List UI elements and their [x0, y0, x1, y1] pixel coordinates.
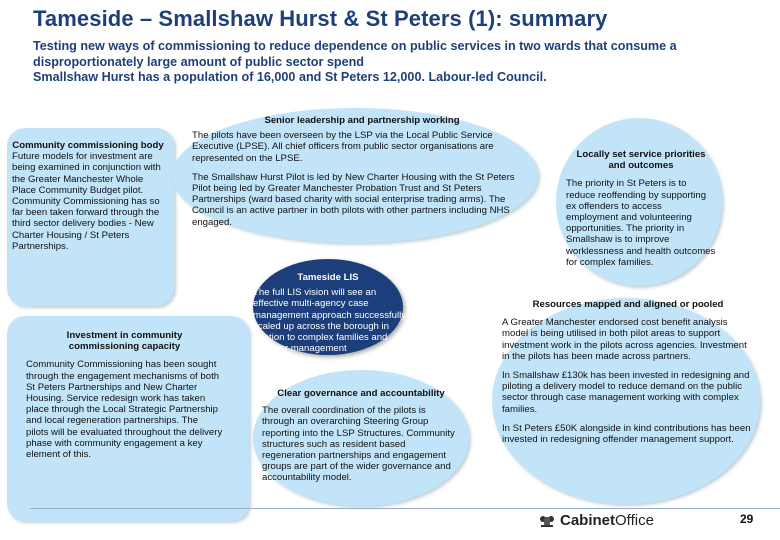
right-bottom-para-2: In Smallshaw £130k has been invested in redesigning and piloting a delivery model to reduce demand on the public sector through case management working with complex families. — [502, 370, 750, 415]
hub-text — [253, 272, 413, 354]
crest-icon — [538, 513, 556, 529]
hub-body: The full LIS vision will see an effective multi-agency case management approach successfully scaled up across the borough in relation to complex families and offender management — [253, 287, 407, 355]
right-bottom-para-1: A Greater Manchester endorsed cost benefit analysis model is being utilised in both pilot areas to support investment work in the pilots across agencies. Investment in the pilots has been made across partners. — [502, 317, 747, 362]
top-center-text — [192, 115, 532, 236]
top-center-para-2: The Smallshaw Hurst Pilot is led by New Charter Housing with the St Peters Pilot being led by Greater Manchester Probation Trust and St Peters Partnerships (ward based charity with social enterprise trading arms). The Council is an active partner in both pilots with other partners including NHS engaged. — [192, 171, 515, 228]
top-center-heading: Senior leadership and partnership working — [264, 115, 460, 126]
left-bottom-heading: Investment in community commissioning capacity — [66, 330, 183, 353]
left-bottom-text — [26, 330, 223, 460]
subtitle-line-2: disproportionately large amount of public sector spend — [33, 54, 364, 69]
right-top-heading: Locally set service priorities and outcomes — [576, 149, 706, 172]
top-center-para-1: The pilots have been overseen by the LSP via the Local Public Service Executive (LPSE). All chief officers from public sector organisations are represented on the LPSE. — [192, 130, 494, 164]
bottom-center-heading: Clear governance and accountability — [277, 388, 445, 399]
left-bottom-body: Community Commissioning has been sought through the engagement mechanisms of both St Peters Partnerships and New Charter Housing. Service redesign work has taken place through the Local Strategic Partnership and local regeneration partnerships. The pilots will be evaluated throughout the delivery phase with community engagement a key element of this. — [26, 359, 223, 461]
page-subtitle — [33, 39, 773, 86]
page-number: 29 — [740, 512, 754, 526]
hub-heading: Tameside LIS — [297, 272, 359, 283]
right-bottom-text — [502, 299, 754, 453]
left-top-heading: Community commissioning body — [12, 140, 164, 151]
right-bottom-para-3: In St Peters £50K alongside in kind contributions has been invested in redesigning offender management support. — [502, 422, 751, 446]
cabinet-office-logo — [538, 512, 654, 529]
left-top-text — [12, 140, 164, 252]
left-top-body: Future models for investment are being examined in conjunction with the Greater Manchester Whole Place Community Budget pilot. Community Commissioning has so far been taken forward through the third sector delivery bodies - New Charter Housing / St Peters Partnerships. — [12, 151, 161, 252]
right-top-text — [566, 149, 716, 268]
right-top-body: The priority in St Peters is to reduce reoffending by supporting ex offenders to access employment and volunteering opportunities. The priority in Smallshaw is to improve worklessness and health outcomes for complex families. — [566, 178, 716, 268]
footer-rule — [30, 508, 780, 509]
right-bottom-heading: Resources mapped and aligned or pooled — [532, 299, 724, 310]
logo-text-bold: Cabinet — [560, 512, 616, 529]
subtitle-line-1: Testing new ways of commissioning to reduce dependence on public services in two wards that consume a — [33, 39, 677, 53]
subtitle-line-3: Smallshaw Hurst has a population of 16,000 and St Peters 12,000. Labour-led Council. — [33, 70, 547, 84]
logo-text-light: Office — [615, 512, 654, 529]
bottom-center-body: The overall coordination of the pilots is through an overarching Steering Group reporting into the LSP Structures. Community structures such as resident based regeneration partnerships and engagement groups are part of the wider governance and accountability model. — [262, 405, 455, 484]
page-title: Tameside – Smallshaw Hurst & St Peters (1): summary — [33, 6, 608, 31]
bottom-center-text — [262, 388, 460, 484]
